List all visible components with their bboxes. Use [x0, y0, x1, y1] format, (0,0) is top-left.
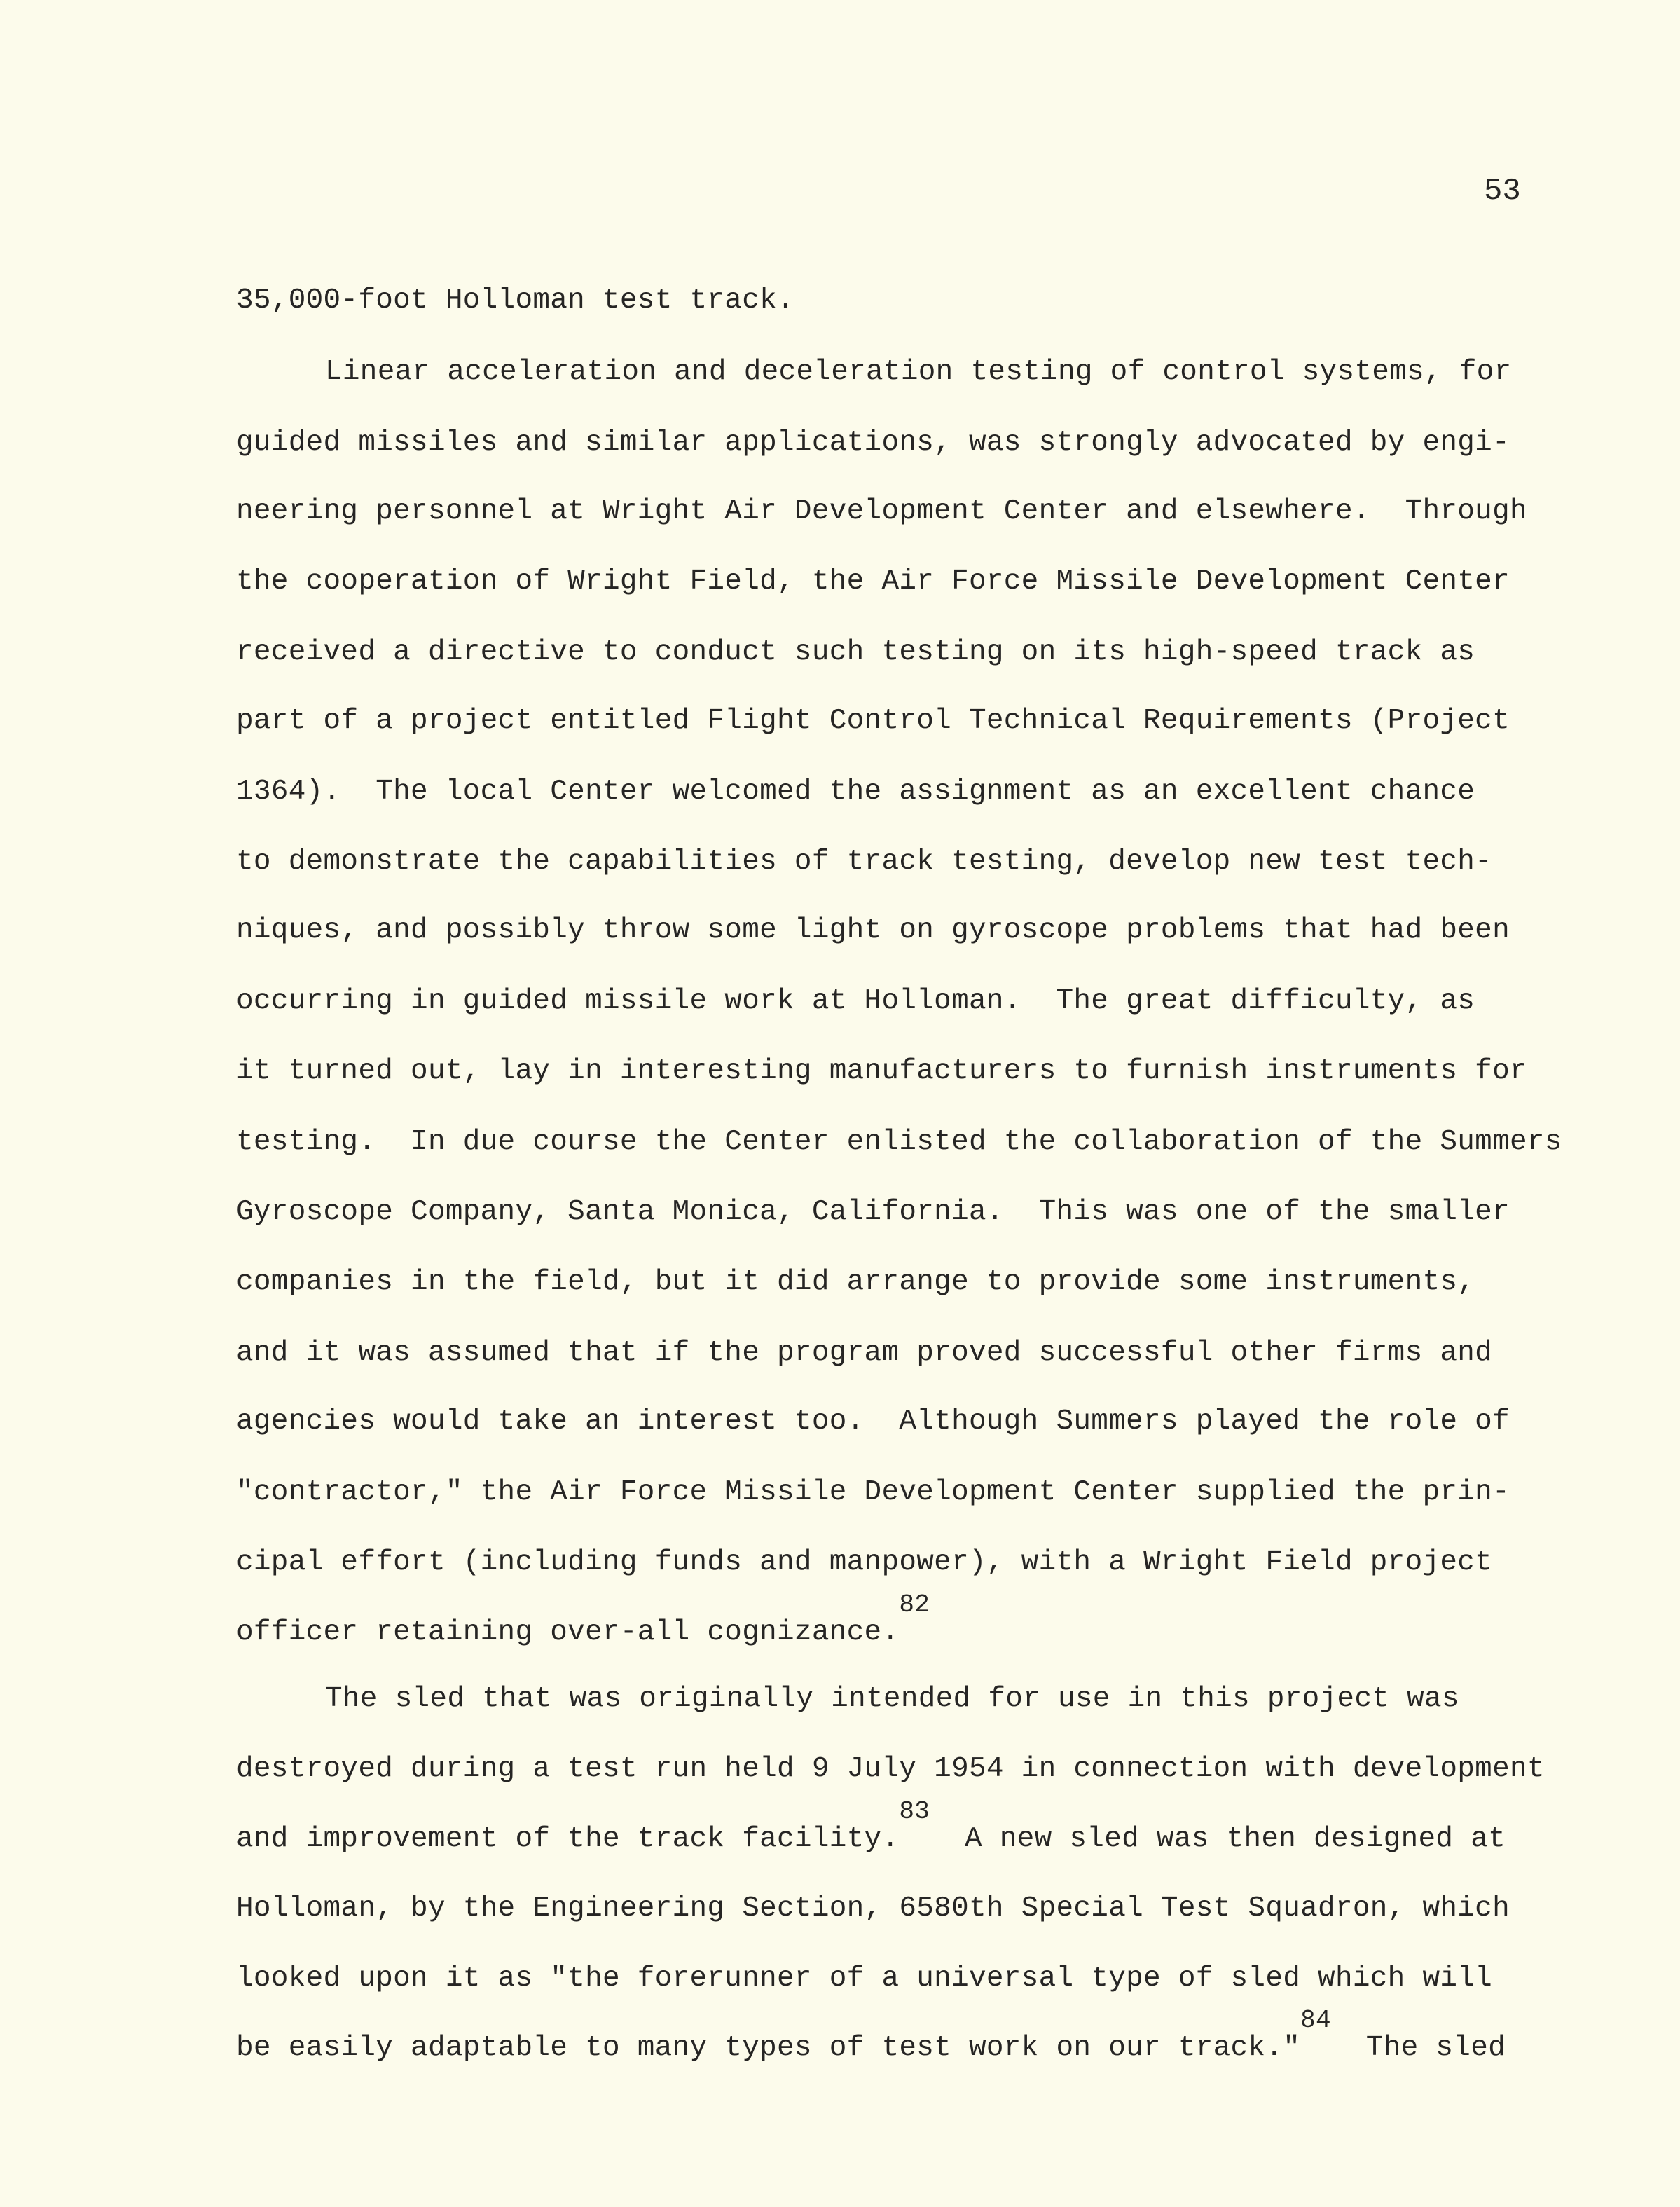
page-number: 53 [1484, 174, 1521, 209]
text-line: it turned out, lay in interesting manufacturers to furnish instruments for [236, 1055, 1527, 1087]
text-line: looked upon it as "the forerunner of a universal type of sled which will [236, 1962, 1493, 1995]
text-line: guided missiles and similar applications, was strongly advocated by engi- [236, 427, 1510, 459]
text-line: Linear acceleration and deceleration testing of control systems, for [325, 356, 1512, 388]
text-line [236, 1590, 930, 1651]
text-line: 1364). The local Center welcomed the assignment as an excellent chance [236, 776, 1475, 808]
text-line: destroyed during a test run held 9 July 1954 in connection with development [236, 1753, 1545, 1785]
text-line [236, 2006, 1506, 2066]
text-line: agencies would take an interest too. Although Summers played the role of [236, 1405, 1510, 1438]
text-line: to demonstrate the capabilities of track testing, develop new test tech- [236, 846, 1493, 878]
text-line: The sled that was originally intended for use in this project was [325, 1683, 1459, 1715]
text-line: the cooperation of Wright Field, the Air Force Missile Development Center [236, 565, 1510, 598]
text-line: Holloman, by the Engineering Section, 6580th Special Test Squadron, which [236, 1892, 1510, 1925]
footnote-ref-83: 83 [899, 1797, 930, 1826]
text-line [236, 1797, 1506, 1857]
text-line: testing. In due course the Center enlisted the collaboration of the Summers [236, 1126, 1562, 1158]
text-line: neering personnel at Wright Air Development Center and elsewhere. Through [236, 495, 1527, 528]
line-text: be easily adaptable to many types of test work on our track." [236, 2032, 1301, 2064]
text-line: Gyroscope Company, Santa Monica, California. This was one of the smaller [236, 1196, 1510, 1228]
text-line: "contractor," the Air Force Missile Development Center supplied the prin- [236, 1476, 1510, 1508]
footnote-ref-84: 84 [1300, 2006, 1331, 2035]
text-line: niques, and possibly throw some light on gyroscope problems that had been [236, 914, 1510, 947]
text-line: received a directive to conduct such testing on its high-speed track as [236, 636, 1475, 668]
text-line: 35,000-foot Holloman test track. [236, 284, 794, 317]
text-line: companies in the field, but it did arrange to provide some instruments, [236, 1266, 1475, 1298]
line-text-tail: A new sled was then designed at [930, 1823, 1506, 1855]
text-line: cipal effort (including funds and manpower), with a Wright Field project [236, 1546, 1493, 1579]
footnote-ref-82: 82 [899, 1590, 930, 1619]
text-line: and it was assumed that if the program proved successful other firms and [236, 1337, 1493, 1369]
line-text-tail: The sled [1330, 2032, 1506, 2064]
line-text: and improvement of the track facility. [236, 1823, 900, 1855]
text-line: occurring in guided missile work at Holloman. The great difficulty, as [236, 985, 1475, 1017]
text-line: part of a project entitled Flight Control Technical Requirements (Project [236, 705, 1510, 737]
line-text: officer retaining over-all cognizance. [236, 1616, 900, 1649]
